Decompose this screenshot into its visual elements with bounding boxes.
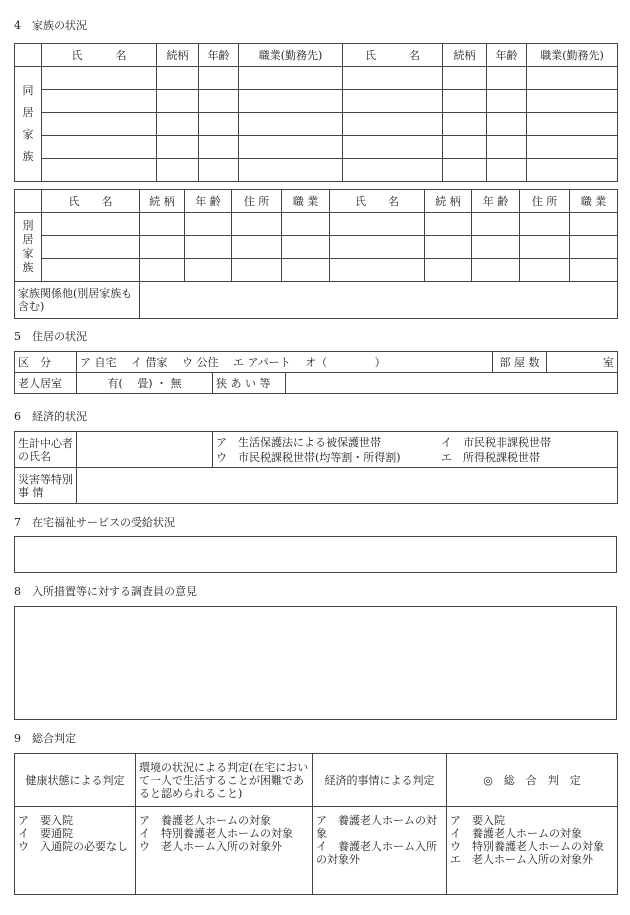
- economic-options[interactable]: ア 養護老人ホームの対象 イ 養護老人ホーム入所の対象外: [313, 807, 447, 895]
- overall-options[interactable]: ア 要入院 イ 養護老人ホームの対象 ウ 特別養護老人ホームの対象 エ 老人ホーム入所の対象外: [447, 807, 618, 895]
- category-options[interactable]: ア 自宅 イ 借家 ウ 公住 エ アパート オ（ ）: [77, 352, 493, 373]
- col-job-header: 職 業: [282, 190, 330, 213]
- separate-side-label: 別 居 家 族: [15, 213, 42, 282]
- section-7-title: 7 在宅福祉サービスの受給状況: [14, 516, 175, 529]
- health-judgement-header: 健康状態による判定: [15, 754, 136, 807]
- household-type-options[interactable]: ア 生活保護法による被保護世帯 イ 市民税非課税世帯 ウ 市民税課税世帯(均等割・所得割) エ 所得税課税世帯: [213, 432, 618, 468]
- col-address-header: 住 所: [232, 190, 282, 213]
- cohabiting-side-label: 同 居 家 族: [15, 67, 42, 182]
- overall-judgement-header: ◎ 総 合 判 定: [447, 754, 618, 807]
- investigator-opinion-field[interactable]: [14, 606, 617, 720]
- welfare-services-field[interactable]: [14, 536, 617, 573]
- main-earner-label: 生計中心者の氏名: [15, 432, 77, 468]
- elderly-room-options[interactable]: 有( 畳) ・ 無: [77, 373, 213, 394]
- col-relation-header: 続 柄: [425, 190, 472, 213]
- col-address-header: 住 所: [520, 190, 570, 213]
- col-age-header: 年齢: [199, 44, 239, 67]
- col-relation-header: 続 柄: [140, 190, 185, 213]
- family-relations-label: 家族関係他(別居家族も含む): [15, 282, 140, 319]
- disaster-field[interactable]: [77, 468, 618, 504]
- economic-judgement-header: 経済的事情による判定: [313, 754, 447, 807]
- col-job-header: 職 業: [570, 190, 618, 213]
- health-options[interactable]: ア 要入院 イ 要通院 ウ 入通院の必要なし: [15, 807, 136, 895]
- section-8-title: 8 入所措置等に対する調査員の意見: [14, 585, 197, 598]
- housing-table: [14, 351, 618, 394]
- environment-options[interactable]: ア 養護老人ホームの対象 イ 特別養護老人ホームの対象 ウ 老人ホーム入所の対象外: [136, 807, 313, 895]
- narrow-field[interactable]: [286, 373, 618, 394]
- col-job-header: 職業(勤務先): [527, 44, 618, 67]
- section-4-title: 4 家族の状況: [14, 19, 87, 32]
- rooms-unit[interactable]: 室: [547, 352, 618, 373]
- section-6-title: 6 経済的状況: [14, 410, 87, 423]
- family-relations-field[interactable]: [140, 282, 618, 319]
- cohabiting-family-table: [14, 43, 618, 182]
- col-job-header: 職業(勤務先): [239, 44, 343, 67]
- section-9-title: 9 総合判定: [14, 732, 76, 745]
- category-label: 区 分: [15, 352, 77, 373]
- col-name-header: 氏 名: [42, 190, 140, 213]
- col-name-header: 氏 名: [343, 44, 443, 67]
- col-relation-header: 続柄: [157, 44, 199, 67]
- col-name-header: 氏 名: [42, 44, 157, 67]
- elderly-room-label: 老人居室: [15, 373, 77, 394]
- judgement-table: [14, 753, 618, 895]
- narrow-label: 狭 あ い 等: [213, 373, 286, 394]
- col-relation-header: 続柄: [443, 44, 487, 67]
- main-earner-field[interactable]: [77, 432, 213, 468]
- disaster-label: 災害等特別 事 情: [15, 468, 77, 504]
- environment-judgement-header: 環境の状況による判定(在宅において一人で生活することが困難であると認められること): [136, 754, 313, 807]
- col-age-header: 年 齢: [185, 190, 232, 213]
- separate-family-table: [14, 189, 618, 319]
- col-name-header: 氏 名: [330, 190, 425, 213]
- rooms-label: 部 屋 数: [493, 352, 547, 373]
- economic-table: [14, 431, 618, 504]
- col-age-header: 年齢: [487, 44, 527, 67]
- col-age-header: 年 齢: [472, 190, 520, 213]
- section-5-title: 5 住居の状況: [14, 330, 87, 343]
